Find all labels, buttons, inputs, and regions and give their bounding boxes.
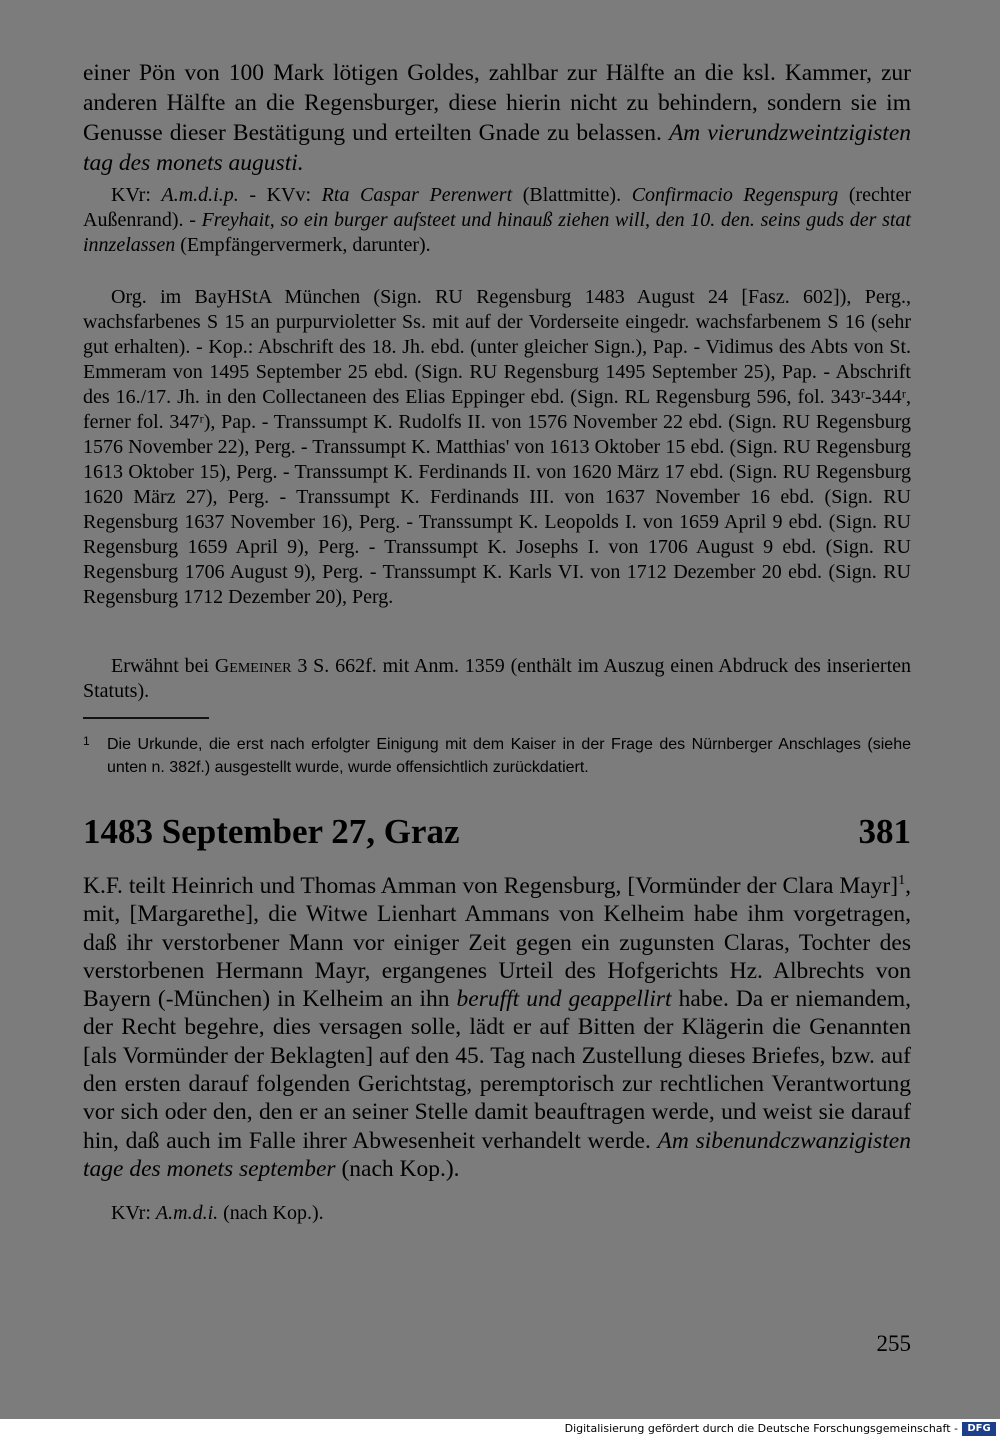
footnote: [83, 733, 911, 779]
paragraph-literature: Erwähnt bei Gemeiner 3 S. 662f. mit Anm. 1359 (enthält im Auszug einen Abdruck des inserierten Statuts).: [83, 655, 911, 702]
paragraph-endorsements: KVr: A.m.d.i.p. - KVv: Rta Caspar Perenwert (Blattmitte). Confirmacio Regenspurg (rechter Außenrand). - Freyhait, so ein burger aufsteet und hinauß ziehen will, den 10. den. seins guds der stat innzelassen (Empfängervermerk, darunter).: [83, 184, 912, 256]
paragraph-tradition: Org. im BayHStA München (Sign. RU Regensburg 1483 August 24 [Fasz. 602]), Perg., wachsfarbenes S 15 an purpurvioletter Ss. mit auf der Vorderseite eingedr. wachsfarbenem S 16 (sehr gut erhalten). - Kop.: Abschrift des 18. Jh. ebd. (unter gleicher Sign.), Pap. - Vidimus des Abts von St. Emmeram von 1495 September 25 ebd. (Sign. RU Regensburg 1495 September 25), Pap. - Abschrift des 16./17. Jh. in den Collectaneen des Elias Eppinger ebd. (Sign. RL Regensburg 596, fol. 343ʳ-344ʳ, ferner fol. 347ʳ), Pap. - Transsumpt K. Rudolfs II. von 1576 November 22 ebd. (Sign. RU Regensburg 1576 November 22), Perg. - Transsumpt K. Matthias' von 1613 Oktober 15 ebd. (Sign. RU Regensburg 1613 Oktober 15), Perg. - Transsumpt K. Ferdinands II. von 1620 März 17 ebd. (Sign. RU Regensburg 1620 März 27), Perg. - Transsumpt K. Ferdinands III. von 1637 November 16 ebd. (Sign. RU Regensburg 1637 November 16), Perg. - Transsumpt K. Leopolds I. von 1659 April 9 ebd. (Sign. RU Regensburg 1659 April 9), Perg. - Transsumpt K. Josephs I. von 1706 August 9 ebd. (Sign. RU Regensburg 1706 August 9), Perg. - Transsumpt K. Karls VI. von 1712 Dezember 20 ebd. (Sign. RU Regensburg 1712 Dezember 20), Perg.: [83, 286, 911, 608]
dfg-logo: DFG: [962, 1422, 996, 1436]
entry-heading: [83, 812, 911, 852]
entry-number: 381: [858, 812, 911, 851]
footnote-mark: 1: [83, 734, 90, 748]
paragraph-continuation: einer Pön von 100 Mark lötigen Goldes, zahlbar zur Hälfte an die ksl. Kammer, zur anderen Hälfte an die Regensburger, diese hierin nicht zu behindern, sondern sie im Genusse dieser Bestätigung und erteilten Gnade zu belassen. Am vierundzweintzigisten tag des monets augusti.: [83, 60, 912, 176]
dating-clause: Am vierundzweintzigisten tag des monets augusti.: [83, 120, 912, 176]
author-name: Gemeiner: [214, 655, 292, 677]
footer-bar: [0, 1419, 1000, 1439]
footnote-divider: [83, 717, 209, 719]
footnote-text: Die Urkunde, die erst nach erfolgter Einigung mit dem Kaiser in der Frage des Nürnberger Anschlages (siehe unten n. 382f.) ausgestellt wurde, wurde offensichtlich zurückdatiert.: [107, 736, 911, 776]
paragraph-regest: K.F. teilt Heinrich und Thomas Amman von Regensburg, [Vormünder der Clara Mayr]$^1$, mit, [Margarethe], die Witwe Lienhart Ammans von Kelheim habe ihm vorgetragen, daß ihr verstorbener Mann vor einiger Zeit gegen ein zugunsten Claras, Tochter des verstorbenen Hermann Mayr, ergangenes Urteil des Hofgerichts Hz. Albrechts von Bayern (-München) in Kelheim an ihn berufft und geappellirt habe. Da er niemandem, der Recht begehre, dies versagen solle, lädt er auf Bitten der Klägerin die Genannten [als Vormünder der Beklagten] auf den 45. Tag nach Zustellung dieses Briefes, bzw. auf den ersten darauf folgenden Gerichtstag, peremptorisch zur rechtlichen Verantwortung vor sich oder den, den er an seiner Stelle damit beauftragen werde, und weist sie darauf hin, daß auch im Falle ihrer Abwesenheit verhandelt werde. Am sibenundczwanzigisten tage des monets september (nach Kop.).: [83, 872, 911, 1182]
footer-credit: Digitalisierung gefördert durch die Deutsche Forschungsgemeinschaft -: [564, 1422, 958, 1435]
dating-clause: Am sibenundczwanzigisten tage des monets september: [83, 1127, 911, 1182]
paragraph-endorsement: KVr: A.m.d.i. (nach Kop.).: [111, 1202, 324, 1224]
page-number: 255: [876, 1331, 911, 1356]
footnote-reference: 1: [898, 872, 906, 889]
entry-date-place: 1483 September 27, Graz: [83, 812, 460, 851]
